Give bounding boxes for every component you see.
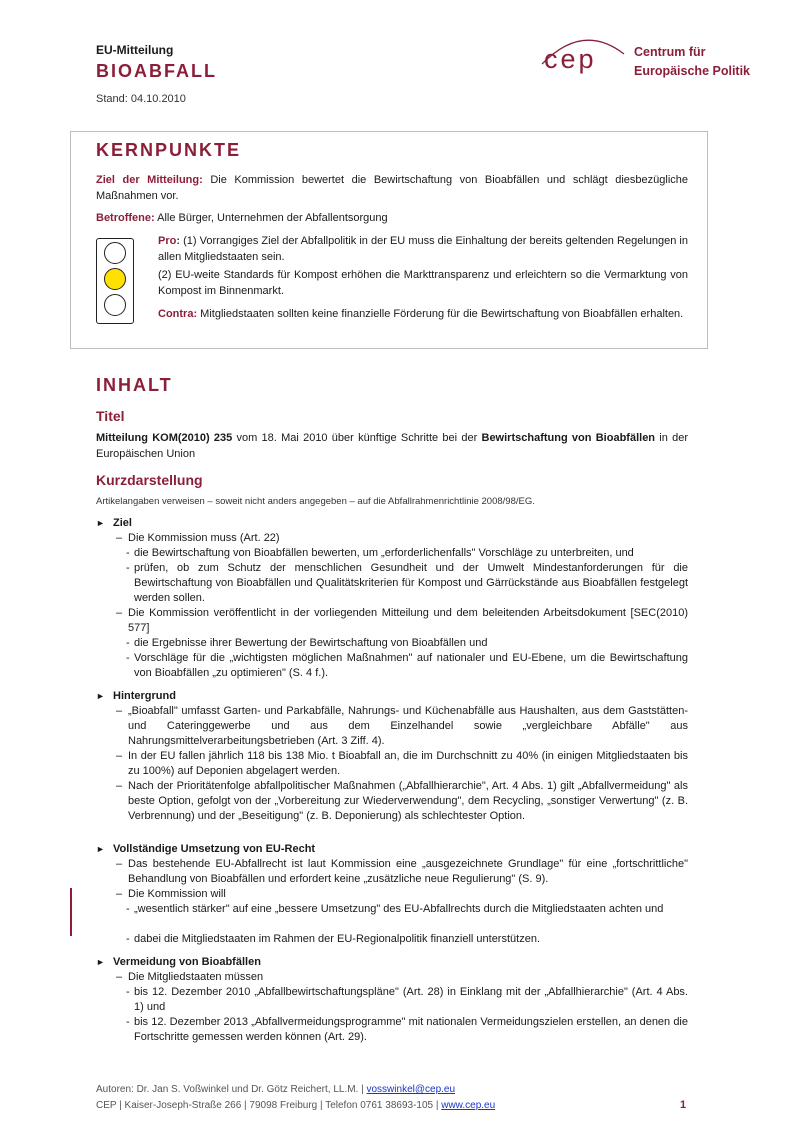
section-ziel-title: Ziel: [113, 517, 132, 529]
pro-paragraph-1: [158, 234, 688, 265]
arrow-icon: ►: [96, 691, 105, 701]
ziel-paragraph: [96, 173, 688, 204]
pro-1-text: (1) Vorrangiges Ziel der Abfallpolitik in der EU muss die Einhaltung der bereits geltenden Regelungen in allen Mitgliedstaaten sein.: [158, 235, 688, 263]
betroffene-label: Betroffene:: [96, 212, 155, 224]
section-hintergrund-title: Hintergrund: [113, 690, 176, 702]
list-item: - Vorschläge für die „wichtigsten möglichen Maßnahmen" auf nationaler und EU-Ebene, um die Bewirtschaftung von Bioabfällen „zu optimieren" (S. 4 f.).: [126, 652, 688, 679]
footer-address-text: CEP | Kaiser-Joseph-Straße 266 | 79098 Freiburg | Telefon 0761 38693-105 |: [96, 1100, 442, 1111]
page-number: 1: [680, 1099, 687, 1111]
margin-change-bar: [70, 888, 72, 936]
section-umsetzung-title: Vollständige Umsetzung von EU-Recht: [113, 843, 316, 855]
list-item: – In der EU fallen jährlich 118 bis 138 Mio. t Bioabfall an, die im Durchschnitt zu 40% (in einigen Mitgliedstaaten bis zu 100%) auf Deponien abgelagert werden.: [116, 750, 688, 777]
list-item: – Die Mitgliedstaaten müssen: [116, 971, 264, 983]
footer-authors: [96, 1082, 455, 1097]
kurzdarstellung-note: Artikelangaben verweisen – soweit nicht anders angegeben – auf die Abfallrahmenrichtlinie 2008/98/EG.: [96, 496, 535, 507]
list-item: - die Ergebnisse ihrer Bewertung der Bewirtschaftung von Bioabfällen und: [126, 637, 488, 649]
titel-end: in der Europäischen Union: [96, 432, 688, 460]
traffic-light-red-lamp: [104, 242, 126, 264]
list-item: - die Bewirtschaftung von Bioabfällen bewerten, um „erforderlichenfalls" Vorschläge zu unterbreiten, und: [126, 547, 634, 559]
arrow-icon: ►: [96, 957, 105, 967]
traffic-light-yellow-lamp: [104, 268, 126, 290]
arrow-icon: ►: [96, 518, 105, 528]
contra-text: Mitgliedstaaten sollten keine finanzielle Förderung für die Bewirtschaftung von Bioabfällen erhalten.: [197, 308, 684, 320]
list-item: – Die Kommission will: [116, 888, 226, 900]
ziel-label: Ziel der Mitteilung:: [96, 174, 203, 186]
list-item: – Nach der Prioritätenfolge abfallpolitischer Maßnahmen („Abfallhierarchie", Art. 4 Abs. 1) gilt „Abfallvermeidung" als beste Option, gefolgt von der „Vorbereitung zur Wiederverwendung", dem Recycling, „sonstiger Verwertung" (z. B. Verbrennung) und der „Beseitigung" (z. B. Deponierung) als schlechtester Option.: [116, 780, 688, 822]
cep-logo-text: cep: [544, 44, 597, 74]
arrow-icon: ►: [96, 844, 105, 854]
list-item: – „Bioabfall" umfasst Garten- und Parkabfälle, Nahrungs- und Küchenabfälle aus Haushalten, aus dem Gaststätten- und Cateringgewerbe und aus dem Einzelhandel sowie „vergleichbare Abfälle" aus Nahrungsmittelverarbeitungsbetrieben (Art. 3 Ziff. 4).: [116, 705, 688, 747]
section-ziel: [96, 516, 132, 531]
section-hintergrund: [96, 689, 176, 704]
titel-mid: vom 18. Mai 2010 über künftige Schritte bei der: [232, 432, 482, 444]
footer-address: [96, 1098, 495, 1113]
ziel-text: Die Kommission bewertet die Bewirtschaftung von Bioabfällen und schlägt diesbezügliche Maßnahmen vor.: [96, 174, 689, 202]
document-title: BIOABFALL: [96, 61, 217, 81]
kernpunkte-heading: KERNPUNKTE: [96, 140, 242, 160]
document-date: Stand: 04.10.2010: [96, 93, 186, 105]
contra-paragraph: [158, 307, 688, 323]
traffic-light-green-lamp: [104, 294, 126, 316]
cep-logo: [538, 30, 628, 82]
section-umsetzung: [96, 842, 315, 857]
titel-bold-2: Bewirtschaftung von Bioabfällen: [481, 432, 656, 444]
section-vermeidung-title: Vermeidung von Bioabfällen: [113, 956, 261, 968]
list-item: – Das bestehende EU-Abfallrecht ist laut Kommission eine „ausgezeichnete Grundlage" für eine „fortschrittliche" Behandlung von Bioabfällen und erfordert keine „zusätzliche neue Regulierung" (S. 9).: [116, 858, 688, 885]
inhalt-heading: INHALT: [96, 375, 173, 395]
kurzdarstellung-heading: Kurzdarstellung: [96, 472, 203, 488]
document-type: EU-Mitteilung: [96, 43, 174, 57]
contra-label: Contra:: [158, 308, 198, 320]
list-item: - bis 12. Dezember 2013 „Abfallvermeidungsprogramme" mit nationalen Vermeidungszielen erstellen, an denen die Fortschritte gemessen werden können (Art. 29).: [126, 1016, 688, 1043]
betroffene-paragraph: [96, 211, 688, 227]
section-vermeidung: [96, 955, 261, 970]
footer-authors-text: Autoren: Dr. Jan S. Voßwinkel und Dr. Götz Reichert, LL.M. |: [96, 1084, 367, 1095]
traffic-light-icon: [96, 238, 134, 324]
list-item: - bis 12. Dezember 2010 „Abfallbewirtschaftungspläne" (Art. 28) in Einklang mit der „Abfallhierarchie" (Art. 4 Abs. 1) und: [126, 986, 688, 1013]
titel-bold-1: Mitteilung KOM(2010) 235: [96, 432, 233, 444]
cep-logo-name: [634, 43, 750, 81]
titel-heading: Titel: [96, 408, 125, 424]
website-link[interactable]: www.cep.eu: [441, 1100, 496, 1111]
list-item: - „wesentlich stärker" auf eine „bessere Umsetzung" des EU-Abfallrechts durch die Mitgliedstaaten achten und: [126, 903, 664, 915]
author-email-link[interactable]: vosswinkel@cep.eu: [366, 1084, 456, 1095]
betroffene-text: Alle Bürger, Unternehmen der Abfallentsorgung: [154, 212, 388, 224]
pro-label: Pro:: [158, 235, 180, 247]
logo-line-1: Centrum für: [634, 45, 706, 59]
titel-paragraph: [96, 431, 688, 462]
list-item: – Die Kommission muss (Art. 22): [116, 532, 280, 544]
list-item: - prüfen, ob zum Schutz der menschlichen Gesundheit und der Umwelt Mindestanforderungen für die Bewirtschaftung von Bioabfällen und Qualitätskriterien für Kompost und Gärrückstände aus Bioabfällen festgelegt werden sollen.: [126, 562, 688, 604]
list-item: - dabei die Mitgliedstaaten im Rahmen der EU-Regionalpolitik finanziell unterstützen.: [126, 933, 540, 945]
logo-line-2: Europäische Politik: [634, 64, 751, 78]
list-item: – Die Kommission veröffentlicht in der vorliegenden Mitteilung und dem beleitenden Arbeitsdokument [SEC(2010) 577]: [116, 607, 688, 634]
pro-paragraph-2: (2) EU-weite Standards für Kompost erhöhen die Markttransparenz und erleichtern so die Vermarktung von Kompost im Binnenmarkt.: [158, 269, 688, 297]
